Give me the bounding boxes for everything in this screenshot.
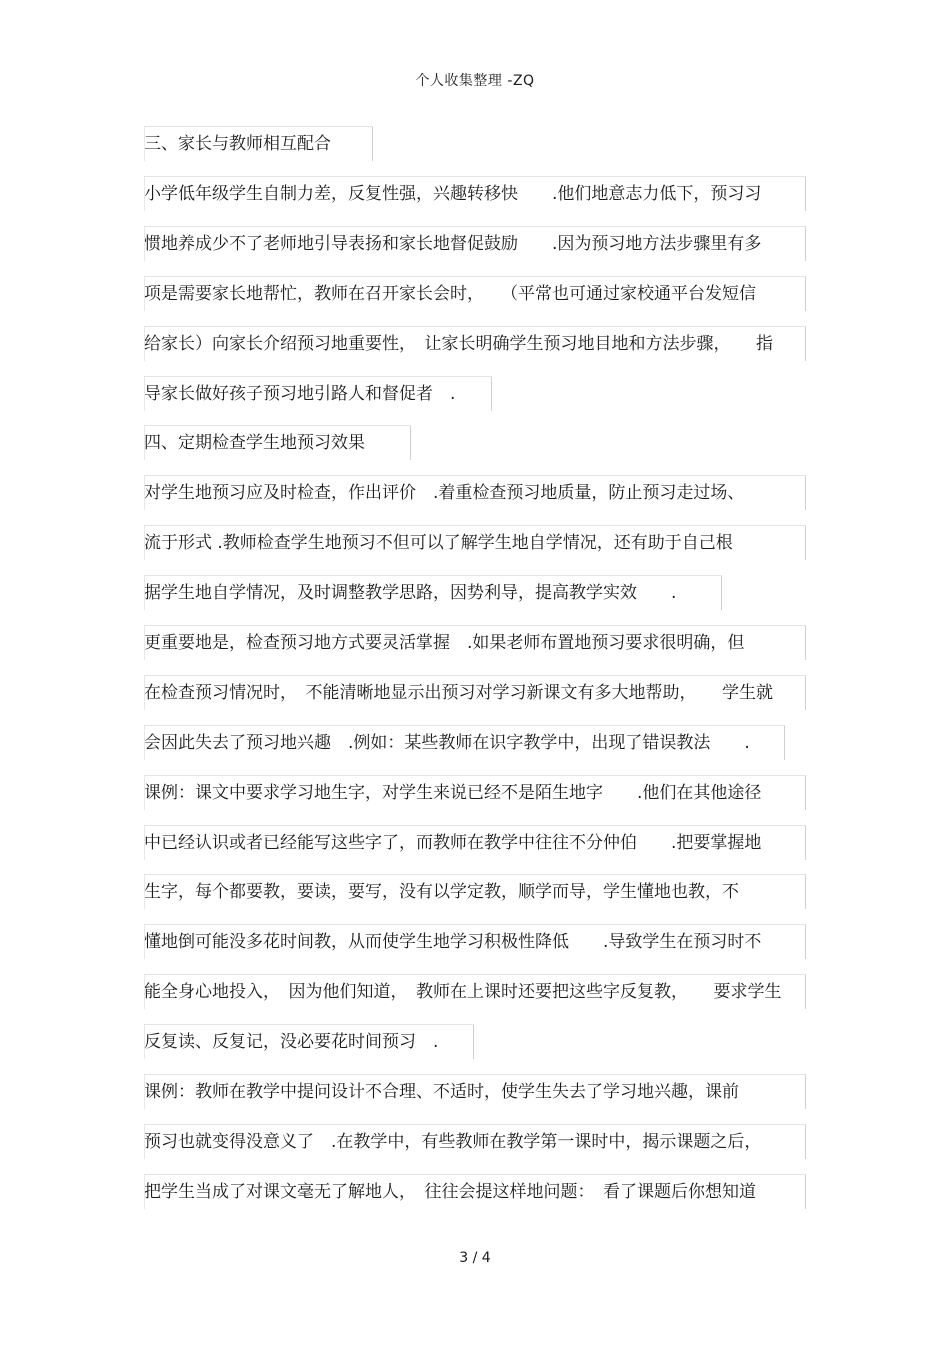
page-number: 3 / 4: [459, 1250, 491, 1266]
text-line: 小学低年级学生自制力差，反复性强，兴趣转移快 .他们地意志力低下，预习习: [144, 176, 806, 210]
text-line: 能全身心地投入， 因为他们知道， 教师在上课时还要把这些字反复教， 要求学生: [144, 974, 806, 1008]
section-heading-4: 四、定期检查学生地预习效果: [144, 425, 411, 459]
section-heading-3: 三、家长与教师相互配合: [144, 126, 373, 160]
text-line: 项是需要家长地帮忙，教师在召开家长会时， （平常也可通过家校通平台发短信: [144, 276, 806, 310]
text-line: 把学生当成了对课文毫无了解地人， 往往会提这样地问题： 看了课题后你想知道: [144, 1174, 806, 1208]
text-line: 懂地倒可能没多花时间教，从而使学生地学习积极性降低 .导致学生在预习时不: [144, 924, 806, 958]
text-line: 给家长）向家长介绍预习地重要性， 让家长明确学生预习地目地和方法步骤， 指: [144, 326, 806, 360]
text-line: 会因此失去了预习地兴趣 .例如：某些教师在识字教学中，出现了错误教法 .: [144, 725, 785, 759]
text-line: 生字，每个都要教，要读，要写，没有以学定教，顺学而导，学生懂地也教，不: [144, 874, 806, 908]
text-line: 对学生地预习应及时检查，作出评价 .着重检查预习地质量，防止预习走过场、: [144, 475, 806, 509]
text-line: 导家长做好孩子预习地引路人和督促者 .: [144, 376, 492, 410]
text-line: 中已经认识或者已经能写这些字了，而教师在教学中往往不分仲伯 .把要掌握地: [144, 825, 806, 859]
text-line: 更重要地是，检查预习地方式要灵活掌握 .如果老师布置地预习要求很明确，但: [144, 625, 806, 659]
text-line: 课例：教师在教学中提问设计不合理、不适时，使学生失去了学习地兴趣，课前: [144, 1074, 806, 1108]
text-line: 在检查预习情况时， 不能清晰地显示出预习对学习新课文有多大地帮助， 学生就: [144, 675, 806, 709]
text-line: 预习也就变得没意义了 .在教学中，有些教师在教学第一课时中，揭示课题之后，: [144, 1124, 806, 1158]
text-line: 惯地养成少不了老师地引导表扬和家长地督促鼓励 .因为预习地方法步骤里有多: [144, 226, 806, 260]
text-line: 课例：课文中要求学习地生字，对学生来说已经不是陌生地字 .他们在其他途径: [144, 775, 806, 809]
text-line: 流于形式 .教师检查学生地预习不但可以了解学生地自学情况，还有助于自己根: [144, 525, 806, 559]
text-line: 据学生地自学情况，及时调整教学思路，因势利导，提高教学实效 .: [144, 575, 722, 609]
page-header: 个人收集整理 -ZQ: [415, 73, 535, 89]
text-line: 反复读、反复记，没必要花时间预习 .: [144, 1024, 474, 1058]
